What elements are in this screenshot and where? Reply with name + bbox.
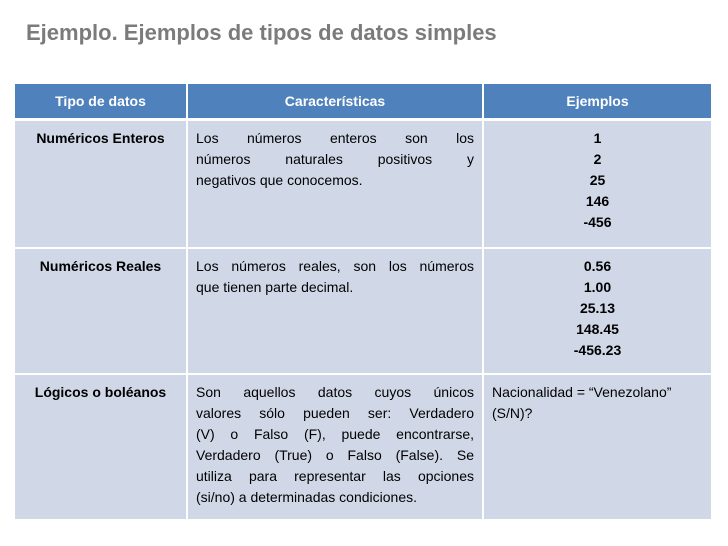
table-row bbox=[15, 120, 711, 249]
row-description-cell bbox=[187, 248, 483, 374]
header-ejemplos: Ejemplos bbox=[483, 84, 711, 120]
example-value: (S/N)? bbox=[492, 405, 533, 421]
description-line: Son aquellos datos cuyos únicos bbox=[196, 384, 474, 400]
table-row bbox=[15, 374, 711, 520]
description-line: que tienen parte decimal. bbox=[196, 279, 354, 295]
row-type-cell: Lógicos o boléanos bbox=[15, 374, 187, 520]
header-caracteristicas: Características bbox=[187, 84, 483, 120]
row-examples-cell bbox=[483, 374, 711, 520]
row-examples-cell bbox=[483, 120, 711, 249]
row-examples-cell bbox=[483, 248, 711, 374]
row-description-cell bbox=[187, 374, 483, 520]
description-line: (V) o Falso (F), puede encontrarse, bbox=[196, 426, 474, 442]
description-line: Los números enteros son los bbox=[196, 130, 474, 146]
header-tipo-de-datos: Tipo de datos bbox=[15, 84, 187, 120]
example-value: -456 bbox=[583, 214, 612, 230]
description-line: utiliza para representar las opciones bbox=[196, 468, 474, 484]
description-line: valores sólo pueden ser: Verdadero bbox=[196, 405, 474, 421]
example-value: Nacionalidad = “Venezolano” bbox=[492, 384, 672, 400]
example-value: 2 bbox=[593, 151, 602, 167]
example-value: 1.00 bbox=[583, 279, 612, 295]
example-value: 25.13 bbox=[579, 300, 616, 316]
description-line: números naturales positivos y bbox=[196, 151, 474, 167]
example-value: 0.56 bbox=[583, 258, 612, 274]
description-line: negativos que conocemos. bbox=[196, 172, 363, 188]
description-line: Los números reales, son los números bbox=[196, 258, 474, 274]
example-value: -456.23 bbox=[573, 342, 622, 358]
description-line: Verdadero (True) o Falso (False). Se bbox=[196, 447, 474, 463]
description-line: (si/no) a determinadas condiciones. bbox=[196, 489, 418, 505]
row-description-cell bbox=[187, 120, 483, 249]
data-types-table bbox=[15, 84, 711, 521]
row-type-cell: Numéricos Enteros bbox=[15, 120, 187, 249]
example-value: 146 bbox=[585, 193, 610, 209]
slide-title: Ejemplo. Ejemplos de tipos de datos simples bbox=[26, 20, 497, 45]
table-row bbox=[15, 248, 711, 374]
example-value: 1 bbox=[593, 130, 602, 146]
row-type-cell: Numéricos Reales bbox=[15, 248, 187, 374]
table-header-row bbox=[15, 84, 711, 120]
example-value: 148.45 bbox=[576, 321, 619, 337]
example-value: 25 bbox=[589, 172, 606, 188]
